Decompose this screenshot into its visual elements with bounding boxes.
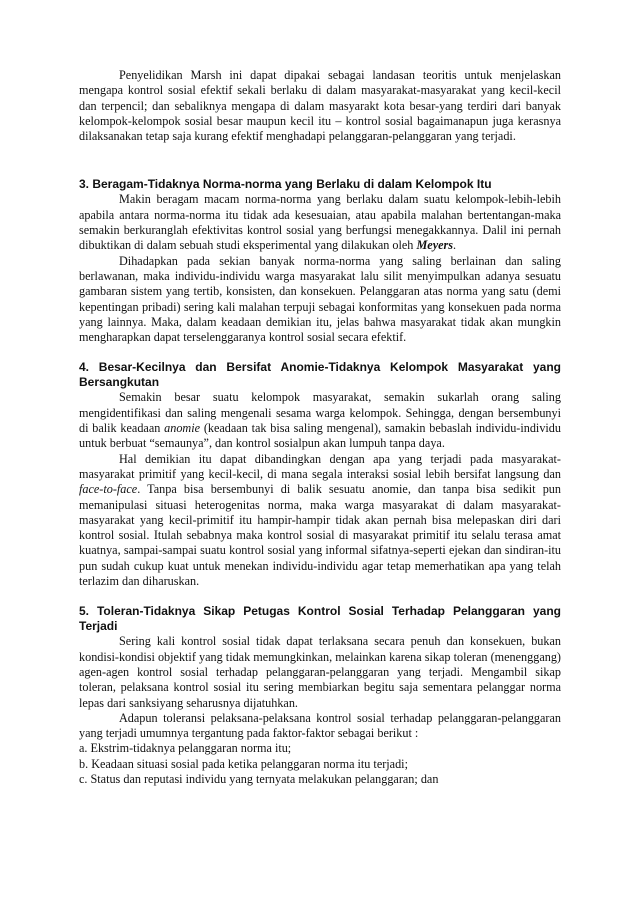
intro-paragraph: Penyelidikan Marsh ini dapat dipakai sebagai landasan teoritis untuk menjelaskan mengapa kontrol sosial efektif sekali berlaku di dalam masyarakat-masyarakat yang kecil-kecil dan terpencil; dan sebaliknya mengapa di dalam masyarakt kota besar-yang terdiri dari banyak kelompok-kelompok sosial besar maupun kecil itu – kontrol sosial bagaimanapun juga kerasnya dilaksanakan tetap saja kurang efektif menghadapi pelanggaran-pelanggaran yang terjadi. [79,68,561,144]
section-4-paragraph-2 [79,452,561,590]
spacer [79,589,561,604]
text-run: Hal demikian itu dapat dibandingkan dengan apa yang terjadi pada masyarakat-masyarakat primitif yang kecil-kecil, di mana segala interaksi sosial lebih bersifat langsung dan [79,451,561,481]
text-run: Makin beragam macam norma-norma yang berlaku dalam suatu kelompok-lebih-lebih apabila antara norma-norma itu tidak ada kesesuaian, atau apabila malahan bertentangan-maka semakin berkuranglah efektivitas kontrol sosial yang berfungsi menegakkannya. Dalil ini pernah dibuktikan di dalam sebuah studi eksperimental yang dilakukan oleh [79,192,561,253]
list-item: c. Status dan reputasi individu yang ternyata melakukan pelanggaran; dan [79,771,439,786]
section-4-paragraph-1 [79,390,561,451]
term-face-to-face: face-to-face [79,482,138,497]
list-item: a. Ekstrim-tidaknya pelanggaran norma itu; [79,741,292,756]
section-3-paragraph-1 [79,192,561,253]
section-5-heading: 5. Toleran-Tidaknya Sikap Petugas Kontrol Sosial Terhadap Pelanggaran yang Terjadi [79,604,561,634]
document-page [79,68,561,787]
list-item: b. Keadaan situasi sosial pada ketika pelanggaran norma itu terjadi; [79,756,408,771]
term-anomie: anomie [164,421,201,436]
spacer [79,144,561,177]
section-5-paragraph-2: Adapun toleransi pelaksana-pelaksana kontrol sosial terhadap pelanggaran-pelanggaran yang terjadi umumnya tergantung pada faktor-faktor sebagai berikut : [79,710,561,741]
section-5-paragraph-1: Sering kali kontrol sosial tidak dapat terlaksana secara penuh dan konsekuen, bukan kondisi-kondisi objektif yang tidak memungkinkan, melainkan karena sikap toleran (menenggang) agen-agen kontrol sosial terhadap pelanggaran-pelanggaran yang terjadi. Mengambil sikap toleran, pelaksana kontrol sosial itu sering membiarkan begitu saja sementara pelanggar norma lepas dari sanksiyang seharusnya dijatuhkan. [79,634,561,710]
section-3-paragraph-2: Dihadapkan pada sekian banyak norma-norma yang saling berlainan dan saling berlawanan, maka individu-individu warga masyarakat lalu silit menyimpulkan adanya sesuatu gambaran sistem yang tertib, konsisten, dan konsekuen. Pelanggaran atas norma yang satu (demi kepentingan pribadi) sering kali malahan terpuji sebagai konformitas yang konsekuen pada norma yang lainnya. Maka, dalam keadaan demikian itu, jelas bahwa masyarakat tidak akan mungkin mengharapkan dapat terselenggaranya kontrol sosial secara efektif. [79,253,561,345]
text-run: (keadaan tak bisa saling mengenal), samakin bebaslah individu-individu untuk berbuat “semaunya”, dan kontrol sosialpun akan lumpuh tanpa daya. [79,421,561,451]
text-run: Semakin besar suatu kelompok masyarakat, semakin sukarlah orang saling mengidentifikasi dan saling mengenali sesama warga kelompok. Sehingga, dengan bersembunyi di balik keadaan [79,390,561,436]
text-run: . Tanpa bisa bersembunyi di balik sesuatu anomie, dan tanpa bisa sedikit pun memanipulasi situasi heterogenitas norma, maka warga masyarakat di dalam masyarakat-masyarakat yang kecil-primitif itu hampir-hampir tidak akan pernah bisa melepaskan diri dari kontrol sosial. Itulah sebabnya maka kontrol sosial di masyarakat primitif itu selalu terasa amat kuatnya, sampai-sampai suatu kontrol sosial yang informal sifatnya-seperti ejekan dan sindiran-itu pun sudah cukup kuat untuk menekan individu-individu agar tetap memerhatikan apa yang telah terlazim dan diharuskan. [79,482,561,589]
spacer [79,345,561,360]
author-name: Meyers [416,238,454,253]
section-3-heading: 3. Beragam-Tidaknya Norma-norma yang Berlaku di dalam Kelompok Itu [79,177,492,192]
text-run: . [453,238,457,253]
section-4-heading: 4. Besar-Kecilnya dan Bersifat Anomie-Tidaknya Kelompok Masyarakat yang Bersangkutan [79,360,561,390]
